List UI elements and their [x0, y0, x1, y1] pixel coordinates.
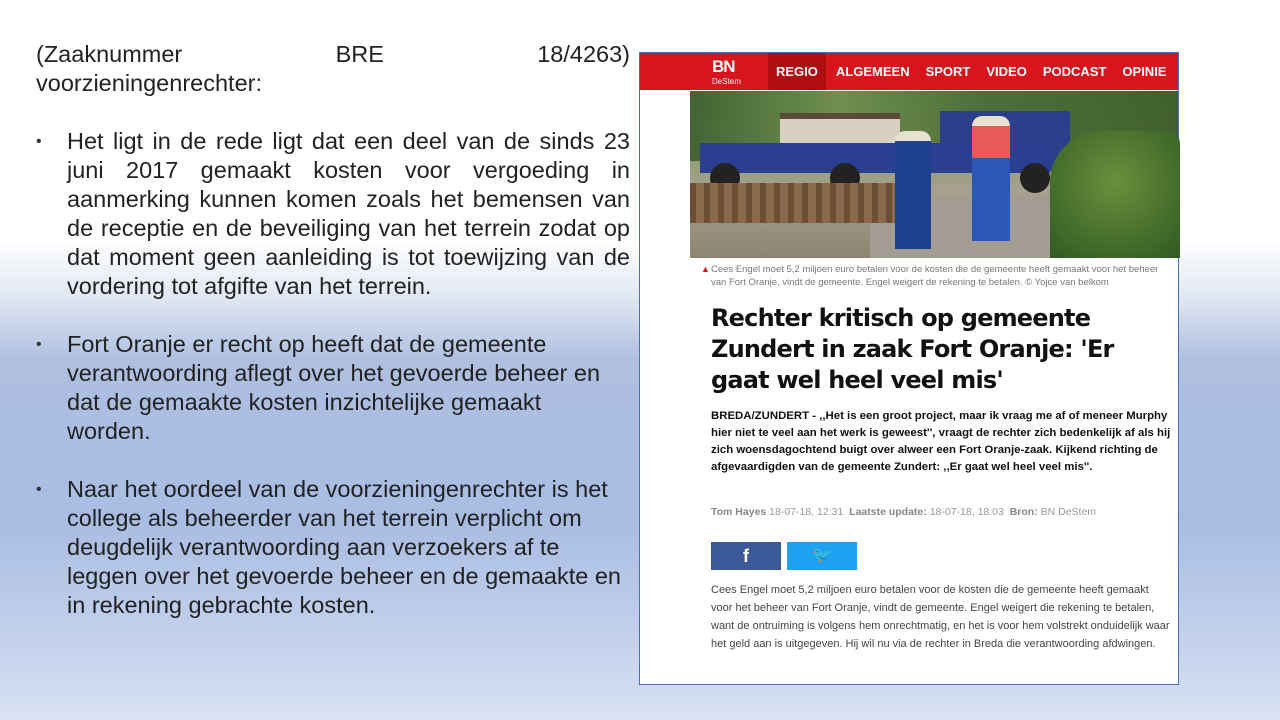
slide-heading-line1: (Zaaknummer BRE 18/4263) — [36, 41, 630, 67]
slide-text — [36, 40, 630, 620]
facebook-icon: f — [743, 546, 749, 566]
bullet-item — [36, 475, 630, 620]
meta-author: Tom Hayes — [711, 506, 767, 518]
bullet-marker: • — [36, 336, 42, 353]
twitter-share-button[interactable] — [787, 542, 857, 570]
bullet-item — [36, 127, 630, 301]
article-meta — [711, 506, 1096, 518]
facebook-share-button[interactable] — [711, 542, 781, 570]
slide-heading-line2: voorzieningenrechter: — [36, 70, 262, 96]
bullet-marker: • — [36, 481, 42, 498]
nav-item-algemeen[interactable]: ALGEMEEN — [835, 64, 910, 79]
nav-item-puzzels[interactable]: PUZ — [1182, 64, 1209, 79]
meta-source-label: Bron: — [1009, 506, 1038, 518]
meta-source: BN DeStem — [1040, 506, 1097, 518]
nav-item-sport[interactable]: SPORT — [925, 64, 971, 79]
site-logo[interactable] — [640, 53, 741, 90]
nav-menu — [768, 53, 1216, 90]
meta-published: 18-07-18, 12:31 — [769, 506, 844, 518]
bullet-text: Het ligt in de rede ligt dat een deel van de sinds 23 juni 2017 gemaakt kosten voor vergoeding in aanmerking kunnen komen zoals het bemensen van de receptie en de beveiliging van het terrein zodat op dat moment geen aanleiding is tot toewijzing van de vordering tot afgifte van het terrein. — [67, 128, 630, 299]
photo-caption — [701, 263, 1171, 289]
bullet-item — [36, 330, 630, 446]
nav-item-opinie[interactable]: OPINIE — [1122, 64, 1167, 79]
bullet-marker: • — [36, 133, 42, 150]
nav-item-regio[interactable]: REGIO — [768, 53, 826, 90]
article-headline: Rechter kritisch op gemeente Zundert in zaak Fort Oranje: 'Er gaat wel heel veel mis' — [711, 304, 1114, 394]
article-photo — [690, 91, 1178, 258]
logo-sub-text: DeStem — [712, 77, 741, 86]
caption-triangle-icon: ▲ — [701, 264, 710, 274]
meta-updated-label: Laatste update: — [849, 506, 927, 518]
article-body: Cees Engel moet 5,2 miljoen euro betalen voor de kosten die de gemeente heeft gemaakt voor het beheer van Fort Oranje, vindt de gemeente. Engel weigert die rekening te betalen, want de ontruiming is volgens hem onrechtmatig, en het is voor hem volstrekt onduidelijk waar het geld aan is uitgegeven. Hij wil nu via de rechter in Breda die verantwoording afdwingen. — [711, 584, 1170, 650]
nav-item-video[interactable]: VIDEO — [986, 64, 1027, 79]
site-navbar — [640, 53, 1209, 90]
bullet-text: Naar het oordeel van de voorzieningenrechter is het college als beheerder van het terrein verplicht om deugdelijk verantwoording aan verzoekers af te leggen over het gevoerde beheer en de gemaakte en in rekening gebrachte kosten. — [67, 476, 621, 618]
bullet-text: Fort Oranje er recht op heeft dat de gemeente verantwoording aflegt over het gevoerde beheer en dat de gemaakte kosten inzichtelijke gemaakt worden. — [67, 331, 601, 444]
nav-item-podcast[interactable]: PODCAST — [1042, 64, 1107, 79]
twitter-icon: 🐦 — [812, 547, 832, 564]
logo-main-text: BN — [712, 57, 735, 76]
meta-updated: 18-07-18, 18:03 — [929, 506, 1004, 518]
caption-text: Cees Engel moet 5,2 miljoen euro betalen voor de kosten die de gemeente heeft gemaakt voor het beheer van Fort Oranje, vindt de gemeente. Engel weigert de rekening te betalen. © Yojce van belkom — [711, 264, 1159, 288]
article-lead: BREDA/ZUNDERT - ,,Het is een groot project, maar ik vraag me af of meneer Murphy hier niet te veel aan het werk is geweest'', vraagt de rechter zich bedenkelijk af als hij zich woensdagochtend buigt over alweer een Fort Oranje-zaak. Kijkend richting de afgevaardigden van de gemeente Zundert: ,,Er gaat wel heel veel mis''. — [711, 410, 1171, 473]
news-article-screenshot — [639, 52, 1209, 685]
